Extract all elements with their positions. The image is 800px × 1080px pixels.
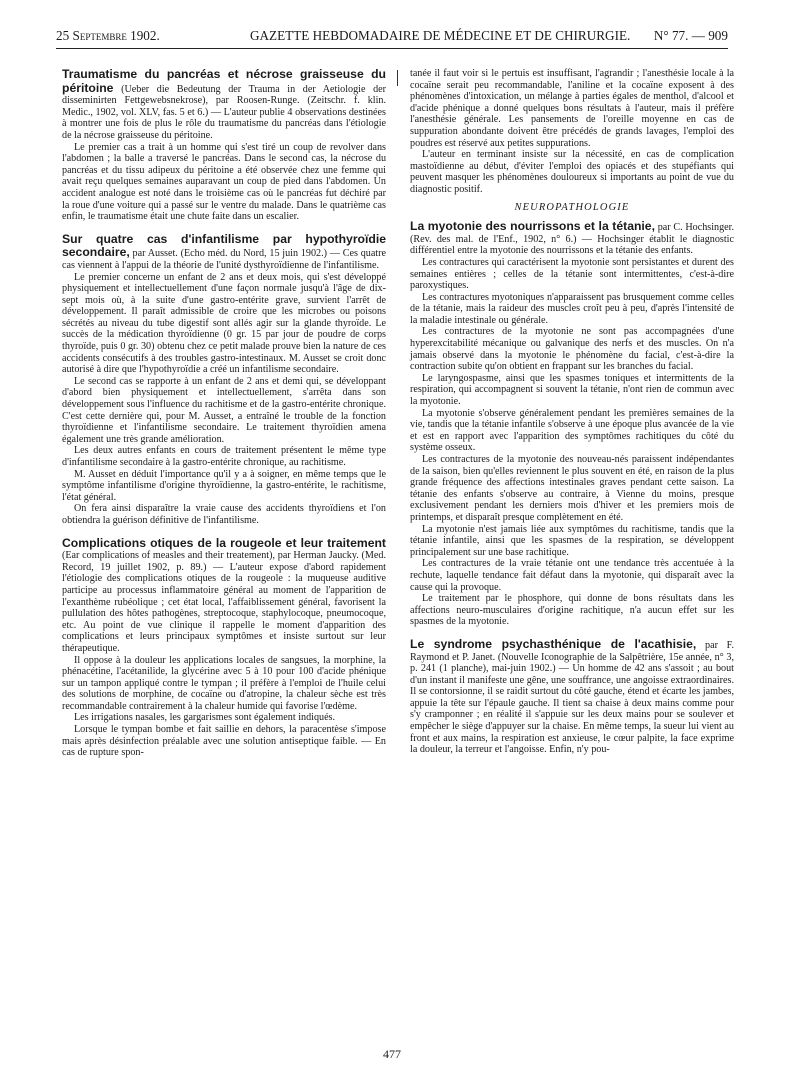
- right-column: [410, 68, 734, 766]
- paragraph: Les deux autres enfants en cours de traitement présentent le même type d'infantilisme secondaire à la gastro-entérite chronique, au rachitisme.: [62, 445, 386, 468]
- article-citation: (Ear complications of measles and their treatement), par Herman Jaucky. (Med. Record, 19 juillet 1902, p. 89.) — L'auteur expose d'abord rapidement l'étiologie des complications otiques de la rougeole : la muqueuse auditive participe au processus inflammatoire général au moment de l'apparition de l'exanthème rubéolique ; cet état local, l'affaiblissement général, favorisent la pullulation des hôtes pathogènes, streptocoque, staphylocoque, pneumocoque, etc. Au point de vue clinique il rappelle le moment d'apparition des complications et leurs principaux symptômes et insiste surtout sur leur thérapeutique.: [62, 550, 386, 654]
- paragraph: On fera ainsi disparaître la vraie cause des accidents thyroïdiens et l'on obtiendra la guérison définitive de l'infantilisme.: [62, 503, 386, 526]
- paragraph: Les contractures de la myotonie ne sont pas accompagnées d'une hyperexcitabilité mécanique ou galvanique des nerfs et des muscles. On n'a jamais observé dans la myotonie le phénomène du facial, c'est-à-dire la contraction subite qu'on obtient en frappant sur les branches du facial.: [410, 326, 734, 373]
- article-myotonie: [410, 220, 734, 628]
- article-citation: par F. Raymond et P. Janet. (Nouvelle Iconographie de la Salpêtrière, 15e année, n° 3, p. 241 (1 planche), mai-juin 1902.) — Un homme de 42 ans s'assoit ; au bout d'un instant il manifeste une gêne, une souffrance, une angoisse extraordinaires. Il se contorsionne, il se raidit surtout du côté gauche, étend et écarte les jambes, appuie la tête sur l'épaule gauche. Il tient sa chaise à deux mains comme pour s'y cramponner ; en réalité il s'appuie sur les deux mains pour se soulever et empêcher le siège d'appuyer sur la chaise. En même temps, la sueur lui vient au front et aux mains, la respiration est anxieuse, le cœur palpite, la face exprime la douleur, la terreur et l'angoisse. Enfin, n'y pou-: [410, 639, 734, 756]
- paragraph-continued: tanée il faut voir si le pertuis est insuffisant, l'agrandir ; l'anesthésie locale à la cocaïne serait peu recommandable, l'aniline et la cocaïne exposent à des phénomènes d'intoxication, un mélange à parties égales de menthol, d'alcool et d'acide phénique a donné quelques bons résultats à l'auteur, mais il préfère l'anesthésie générale. Les pansements de l'oreille moyenne en cas de suppuration abondante doivent être précédés de grands lavages, l'emploi des poudres est réservé aux petites suppurations.: [410, 68, 734, 149]
- paragraph: Les contractures de la myotonie des nouveau-nés paraissent indépendantes de la saison, bien qu'elles reviennent le plus souvent en été, en raison de la plus grande fréquence des affections intestinales graves pendant cette saison. La tétanie des enfants s'observe au contraire, à Vienne du moins, presque exclusivement pendant les derniers mois d'hiver et les premiers mois de printemps, et disparaît presque complètement en été.: [410, 454, 734, 523]
- header-rule: [56, 48, 728, 49]
- paragraph: Les contractures de la vraie tétanie ont une tendance très accentuée à la rechute, laquelle tendance fait défaut dans la myotonie, qui disparaît avec la cause qui la provoque.: [410, 558, 734, 593]
- article-title: La myotonie des nourrissons et la tétanie,: [410, 219, 655, 234]
- issue-page-number: N° 77. — 909: [653, 28, 728, 43]
- paragraph: Le laryngospasme, ainsi que les spasmes toniques et intermittents de la respiration, qui accompagnent si souvent la tétanie, n'ont rien de commun avec la myotonie.: [410, 372, 734, 408]
- paragraph: Les contractures myotoniques n'apparaissent pas brusquement comme celles de la tétanie, mais la raideur des muscles croît peu à peu, d'après l'intensité de la maladie intestinale ou générale.: [410, 291, 734, 326]
- article-citation: par C. Hochsinger. (Rev. des mal. de l'Enf., 1902, n° 6.) — Hochsinger établit le diagnostic différentiel entre la myotonie des nourrissons et la tétanie des enfants.: [410, 222, 735, 257]
- article-acathisie: [410, 638, 734, 756]
- paragraph: L'auteur en terminant insiste sur la nécessité, en cas de complication mastoïdienne au début, d'éviter l'emploi des opiacés et des stupéfiants qui peuvent masquer les phénomènes douloureux si importants au point de vue du diagnostic positif.: [410, 149, 734, 195]
- article-citation: par Ausset. (Echo méd. du Nord, 15 juin 1902.) — Ces quatre cas viennent à l'appui de la théorie de l'unité dysthyroïdienne de l'infantilisme.: [62, 248, 386, 271]
- paragraph: Le premier concerne un enfant de 2 ans et deux mois, qui s'est développé physiquement et intellectuellement d'une façon normale jusqu'à l'âge de dix-sept mois où, à la suite d'une gastro-entérite grave, survient l'arrêt de développement. Il paraît admissible de croire que les microbes ou poisons sécrétés au niveau du tube digestif sont allés agir sur la glande thyroïde. Le succès de la médication thyroïdienne (0 gr. 15 par jour de poudre de corps thyroïde, puis 0 gr. 30) obtenu chez ce petit malade prouve bien la nature de ces accidents consécutifs à des troubles gastro-intestinaux. M. Ausset se croit donc autorisé à dire que l'hypothyroïdie a créé un infantilisme secondaire.: [62, 271, 386, 376]
- article-title: Sur quatre cas d'infantilisme par hypothyroïdie secondaire,: [62, 231, 386, 260]
- paragraph: Il oppose à la douleur les applications locales de sangsues, la morphine, la phénacétine, l'acétanilide, la glycérine avec 5 à 10 pour 100 d'acide phénique sur un tampon appliqué contre le tympan ; il préfère à l'emploi de l'huile celui des solutions de morphine, de cocaïne ou d'atropine, la chaleur sèche est très recommandable contrairement à la chaleur humide qui favorise l'œdème.: [62, 654, 386, 712]
- article-pancreas: [62, 68, 386, 223]
- page-folio: 477: [383, 1047, 401, 1061]
- paragraph: Lorsque le tympan bombe et fait saillie en dehors, la paracentèse s'impose mais après désinfection préalable avec une solution antiseptique faible. — En cas de rupture spon-: [62, 724, 386, 759]
- article-rougeole: [62, 537, 386, 759]
- left-column: [62, 68, 386, 769]
- article-infantilisme: [62, 233, 386, 527]
- issue-date: 25 Septembre 1902.: [56, 28, 160, 43]
- article-title: Complications otiques de la rougeole et leur traitement: [62, 535, 386, 550]
- column-divider: [397, 70, 398, 86]
- paragraph: Le traitement par le phosphore, qui donne de bons résultats dans les affections neuro-musculaires d'origine rachitique, n'a aucun effet sur les spasmes de la myotonie.: [410, 593, 734, 628]
- section-heading: NEUROPATHOLOGIE: [514, 201, 630, 213]
- paragraph: Le second cas se rapporte à un enfant de 2 ans et demi qui, se développant d'abord bien physiquement et intellectuellement, s'arrêta dans son développement sous l'influence du rachitisme et de la gastro-entérite chronique. C'est cette dernière qui, pour M. Ausset, a entraîné le trouble de la fonction thyroïdienne et l'infantilisme secondaire. Le traitement thyroïdien amena également une très grande amélioration.: [62, 375, 386, 445]
- article-citation: (Ueber die Bedeutung der Trauma in der Aetiologie der disseminirten Fettgewebsnekrose), par Roosen-Runge. (Zeitschr. f. klin. Medic., 1902, vol. XLV, fas. 5 et 6.) — L'auteur publie 4 observations destinées à montrer une fois de plus le rôle du traumatisme du pancréas dans l'étiologie de la nécrose graisseuse du péritoine.: [62, 83, 387, 141]
- paragraph: Les irrigations nasales, les gargarismes sont également indiqués.: [74, 712, 336, 724]
- running-header: [56, 28, 728, 46]
- paragraph: La myotonie n'est jamais liée aux symptômes du rachitisme, tandis que la tétanie infantile, ainsi que les spasmes de la respiration, se développent principalement sur une base rachitique.: [410, 523, 734, 558]
- paragraph: Le premier cas a trait à un homme qui s'est tiré un coup de revolver dans l'abdomen ; la balle a traversé le pancréas. Dans le second cas, la nécrose du pancréas et du tissu adipeux du péritoine a été observée chez une femme qui avait reçu quelques semaines auparavant un coup de pied dans l'abdomen. Un accident analogue est noté dans le troisième cas où le pancréas fut déchiré par la roue d'une voiture qui a passé sur le ventre du malade. Dans le quatrième cas enfin, le traumatisme était une chute faite dans un escalier.: [62, 141, 386, 223]
- paragraph: Les contractures qui caractérisent la myotonie sont persistantes et durent des semaines entières ; celles de la tétanie sont intermittentes, c'est-à-dire paroxystiques.: [410, 256, 734, 292]
- article-title: Le syndrome psychasthénique de l'acathisie,: [410, 636, 697, 651]
- journal-title: GAZETTE HEBDOMADAIRE DE MÉDECINE ET DE CHIRURGIE.: [250, 28, 631, 43]
- article-title: Traumatisme du pancréas et nécrose graisseuse du péritoine: [62, 67, 386, 95]
- paragraph: La myotonie s'observe généralement pendant les premières semaines de la vie, tandis que la tétanie infantile s'observe à une époque plus avancée de la vie et est en rapport avec l'apparition des symptômes rachitiques du côté du système osseux.: [410, 407, 734, 454]
- paragraph: M. Ausset en déduit l'importance qu'il y a à soigner, en même temps que le symptôme infantilisme d'origine thyroïdienne, la gastro-entérite, le rachitisme, l'état général.: [62, 468, 386, 503]
